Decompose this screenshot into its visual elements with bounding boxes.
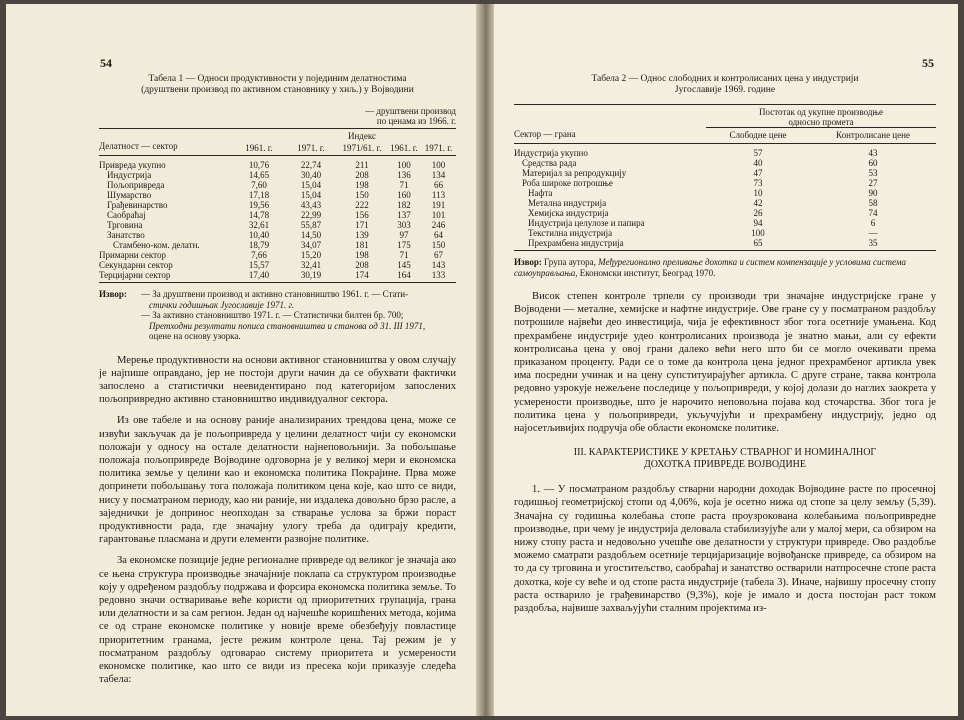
- productivity-table: [99, 128, 456, 280]
- table-cell: 30,40: [300, 170, 322, 180]
- row-label: Занатство: [107, 230, 145, 240]
- table-cell: 64: [434, 230, 443, 240]
- table-cell: 208: [355, 260, 369, 270]
- table-cell: 198: [355, 180, 369, 190]
- table-caption: Табела 1 — Односи продуктивности у појединим делатностима (друштвени производ по активном становнику у хиљ.) у Војводини: [141, 74, 414, 95]
- table-cell: 65: [753, 238, 763, 248]
- page-number: 55: [922, 56, 934, 70]
- column-header: 1971. г.: [424, 143, 453, 153]
- table-cell: 10: [753, 188, 763, 198]
- table-cell: 97: [399, 230, 409, 240]
- page-number: 54: [100, 56, 112, 70]
- table-cell: 15,04: [300, 190, 322, 200]
- table-cell: 14,50: [300, 230, 322, 240]
- row-label: Метална индустрија: [528, 198, 607, 208]
- table-cell: 139: [355, 230, 369, 240]
- book-gutter: [476, 4, 494, 716]
- index-header: Индекс: [347, 131, 377, 141]
- row-label: Грађевинарство: [107, 200, 168, 210]
- table-cell: 19,56: [248, 200, 270, 210]
- row-label: Саобраћај: [107, 210, 146, 220]
- table-cell: 164: [397, 270, 411, 280]
- row-label: Индустрија укупно: [514, 148, 588, 158]
- table-cell: 32,41: [300, 260, 322, 270]
- table-cell: 100: [431, 160, 446, 170]
- table-cell: 42: [753, 198, 763, 208]
- table-cell: 10,76: [248, 160, 270, 170]
- column-header: 1961. г.: [245, 143, 273, 153]
- table-cell: 32,61: [248, 220, 270, 230]
- table-row: [514, 218, 936, 228]
- row-label: Пољопривреда: [107, 180, 165, 190]
- table-cell: 14,78: [248, 210, 270, 220]
- table-cell: 55,87: [300, 220, 322, 230]
- table-cell: 67: [434, 250, 443, 260]
- table-row: [99, 170, 456, 180]
- table-row: [514, 228, 936, 238]
- table-cell: 246: [431, 220, 446, 230]
- table-row: [514, 144, 936, 159]
- row-label: Терцијарни сектор: [99, 270, 171, 280]
- section-heading: III. КАРАКТЕРИСТИКЕ У КРЕТАЊУ СТВАРНОГ И НОМИНАЛНОГ ДОХОТКА ПРИВРЕДЕ ВОЈВОДИНЕ: [573, 447, 877, 471]
- table-row: [99, 260, 456, 270]
- row-label: Примарни сектор: [99, 250, 166, 260]
- table-row: [99, 240, 456, 250]
- table-row: [99, 230, 456, 240]
- table-cell: 22,74: [300, 160, 322, 170]
- table-cell: 30,19: [300, 270, 322, 280]
- table-cell: 100: [397, 160, 411, 170]
- table-cell: 34,07: [300, 240, 322, 250]
- column-header: Сектор — грана: [514, 105, 706, 144]
- table-cell: 113: [431, 190, 446, 200]
- group-header: Постотак од укупне производње односно промета: [706, 105, 936, 128]
- table-row: [514, 158, 936, 168]
- table-cell: 14,65: [248, 170, 270, 180]
- table-cell: 43: [868, 148, 878, 158]
- table-cell: 156: [355, 210, 369, 220]
- table-cell: 198: [355, 250, 369, 260]
- table-row: [99, 180, 456, 190]
- table-cell: 15,04: [300, 180, 322, 190]
- row-label: Материјал за репродукцију: [522, 168, 627, 178]
- table-cell: 74: [868, 208, 878, 218]
- table-cell: 26: [753, 208, 763, 218]
- body-paragraph: Из ове табеле и на основу раније анализираних трендова цена, може се извући закључак да је пољопривреда у целини делатност чији су економски положаји у односу на остале делатности најнеповољнији. За побољшање положаја пољопривреде Војводине одговорна је у великој мери и економска политика земље у целини као и економска политика Покрајине. Прва може допринети побољшању тога положаја политиком цена које, као што се види, нису у посматраном периоду, као ни раније, ни издалека довољно брзо расле, а заједнички је допринос неопходан за стварање услова за бржи пораст продуктивности рада, где значајну улогу треба да одиграју кредити, гарантовање пласмана и други елементи развојне политике.: [99, 415, 456, 546]
- table-cell: 171: [355, 220, 369, 230]
- table-cell: 18,79: [248, 240, 270, 250]
- row-label: Текстилна индустрија: [528, 228, 613, 238]
- table-row: [99, 156, 456, 171]
- table-cell: 22,99: [300, 210, 322, 220]
- table-cell: 66: [434, 180, 443, 190]
- table-row: [99, 270, 456, 280]
- table-row: [514, 188, 936, 198]
- table-row: [99, 210, 456, 220]
- table-cell: 136: [397, 170, 411, 180]
- table-cell: 181: [355, 240, 369, 250]
- row-label: Средства рада: [522, 158, 577, 168]
- table-row: [514, 198, 936, 208]
- table-cell: 10,40: [248, 230, 270, 240]
- table-cell: 150: [431, 240, 446, 250]
- table-cell: 73: [753, 178, 763, 188]
- table-row: [514, 208, 936, 218]
- row-label: Шумарство: [107, 190, 152, 200]
- table-cell: 47: [753, 168, 763, 178]
- table-cell: 137: [397, 210, 411, 220]
- table-cell: 211: [355, 160, 369, 170]
- column-header: 1961. г.: [390, 143, 418, 153]
- table-cell: 303: [397, 220, 411, 230]
- table-cell: 43,43: [300, 200, 322, 210]
- table-source: Извор: — За друштвени производ и активно становништво 1961. г. — Стати- стички годишњак Југославије 1971. г. — За активно становништво 1971. г. — Статистички билтен бр. 700; Претходни резултати пописа становништва и станова од 31. III 1971, оцене на основу узорка.: [99, 289, 426, 341]
- price-control-table: [514, 104, 936, 248]
- table-cell: 90: [868, 188, 878, 198]
- table-cell: 133: [431, 270, 446, 280]
- column-header: 1971. г.: [297, 143, 325, 153]
- row-label: Прехрамбена индустрија: [528, 238, 624, 248]
- table-cell: 15,57: [248, 260, 270, 270]
- row-label: Индустрија целулозе и папира: [528, 218, 645, 228]
- table-cell: 71: [399, 250, 409, 260]
- row-label: Привреда укупно: [99, 160, 166, 170]
- price-note: — друштвени производ по ценама из 1966. г.: [365, 106, 456, 126]
- table-cell: 191: [431, 200, 446, 210]
- table-row: [99, 220, 456, 230]
- table-cell: 94: [753, 218, 763, 228]
- table-cell: 143: [431, 260, 446, 270]
- table-cell: 17,18: [248, 190, 270, 200]
- table-cell: 160: [397, 190, 411, 200]
- table-cell: 6: [870, 218, 876, 228]
- table-cell: 100: [751, 228, 765, 238]
- table-cell: 35: [868, 238, 878, 248]
- table-cell: 57: [753, 148, 763, 158]
- row-label: Нафта: [528, 188, 553, 198]
- table-cell: 17,40: [248, 270, 270, 280]
- table-row: [514, 238, 936, 248]
- table-cell: 145: [397, 260, 411, 270]
- table-cell: 7,66: [251, 250, 267, 260]
- table-row: [99, 250, 456, 260]
- column-header: Контролисане цене: [836, 130, 910, 140]
- row-label: Трговина: [107, 220, 143, 230]
- table-cell: 208: [355, 170, 369, 180]
- right-page: [494, 4, 958, 716]
- table-caption: Табела 2 — Однос слободних и контролисаних цена у индустрији Југославије 1969. године: [591, 74, 859, 95]
- table-cell: 174: [355, 270, 369, 280]
- table-cell: 40: [753, 158, 763, 168]
- table-cell: 15,20: [300, 250, 322, 260]
- row-label: Хемијска индустрија: [528, 208, 609, 218]
- table-cell: 27: [868, 178, 878, 188]
- row-label: Стамбено-ком. делатн.: [113, 240, 200, 250]
- table-cell: 7,60: [251, 180, 267, 190]
- table-row: [514, 168, 936, 178]
- column-header: Слободне цене: [729, 130, 787, 140]
- row-label: Индустрија: [107, 170, 152, 180]
- table-cell: 175: [397, 240, 411, 250]
- table-cell: 71: [399, 180, 409, 190]
- table-cell: 58: [868, 198, 878, 208]
- row-label: Секундарни сектор: [99, 260, 173, 270]
- body-paragraph: Висок степен контроле трпели су производи три значајне индустријске гране у Војводени — металне, хемијске и нафтне индустрије. Ове гране су у посматраном раздобљу потрошиле највећи део инвестиција, чија је ефективност због тога осетније умањена. Код прехрамбене индустрије удео контролисаних производа је знатно мањи, али су ефекти контролисања цена у овој грани далеко већи него што би се могло очекивати према приказаном проценту. Ради се о томе да контрола цена једног прехрамбеног артикла увек има посредни учинак и на цену супституирајућег артикла. С друге стране, таква контрола редовно узрокује нежељене последице у пољопривреди, у којој долази до наглих заокрета у усмерености производње, што је нарочито неповољна појава код сточарства. Због тога је политика цена у пољопривреди, укључујући и прехрамбену индустрију, једно од најосетљивијих подручја обе области економске политике.: [514, 291, 936, 435]
- table-cell: 222: [355, 200, 369, 210]
- table-cell: 134: [431, 170, 446, 180]
- body-paragraph: За економске позиције једне регионалне привреде од великог је значаја ако се њена структура производње значајније поклапа са структуром производње коју у одређеном раздобљу подржава и форсира економска политика земље. То редовно значи остваривање веће користи од приоритетних групација, грана или делатности и за сам регион. Један од најчешће коришћених метода, којима се од стране економске политике у новије време обезбеђују повластице приоритетним гранама, јесте режим контроле цена. Тај режим је у посматраном раздобљу одговарао систему приоритета и усмерености економске политике, као што се види из пресека који приказује следећа табела:: [99, 555, 456, 686]
- table-row: [514, 178, 936, 188]
- table-cell: 60: [868, 158, 878, 168]
- table-cell: 150: [355, 190, 369, 200]
- table-row: [99, 200, 456, 210]
- table-cell: 182: [397, 200, 411, 210]
- table-source: Извор: Група аутора, Међурегионално преливање дохотка и систем компензације у условима система самоуправљања, Економски институт, Београд 1970.: [514, 257, 906, 278]
- column-header: 1971/61. г.: [342, 143, 382, 153]
- left-page: [6, 4, 476, 716]
- body-paragraph: 1. — У посматраном раздобљу стварни народни доходак Војводине расте по просечној годишњој геометријској стопи од 4,06%, која је осетно нижа од стопе за целу земљу (5,39). Значајна су годишња колебања стопе раста проузрокована колебањима пољопривредне производње, при чему је индустрија деловала стабилизујуће али у малој мери, са обзиром на нижу стопу раста и недовољно учешће ове делатности у структури привреде. Ово раздобље можемо сматрати раздобљем осетније терцијаризације војвођанске привреде, са обзиром на то да су трговина и угоститељство, саобраћај и занатство остварили натпросечне стопе раста дохотка, које су веће и од стопе раста индустрије (табела 3). Иначе, највишу просечну стопу раста остварило је грађевинарство (9,3%), које је имало и доста постојан раст током раздобља, највише захваљујући сталним пројектима из-: [514, 484, 936, 615]
- body-paragraph: Мерење продуктивности на основи активног становништва у овом случају је најпише оправдано, јер не постоји други начин да се обухвати фактички запослено а статистички неевидентирано под категоријом запослених пољопривредно активно становништво индивидуалног сектора.: [99, 354, 456, 406]
- table-cell: —: [868, 228, 878, 238]
- table-cell: 53: [868, 168, 878, 178]
- column-header: Делатност — сектор: [99, 141, 178, 151]
- table-cell: 101: [431, 210, 446, 220]
- table-row: [99, 190, 456, 200]
- row-label: Роба широке потрошње: [522, 178, 613, 188]
